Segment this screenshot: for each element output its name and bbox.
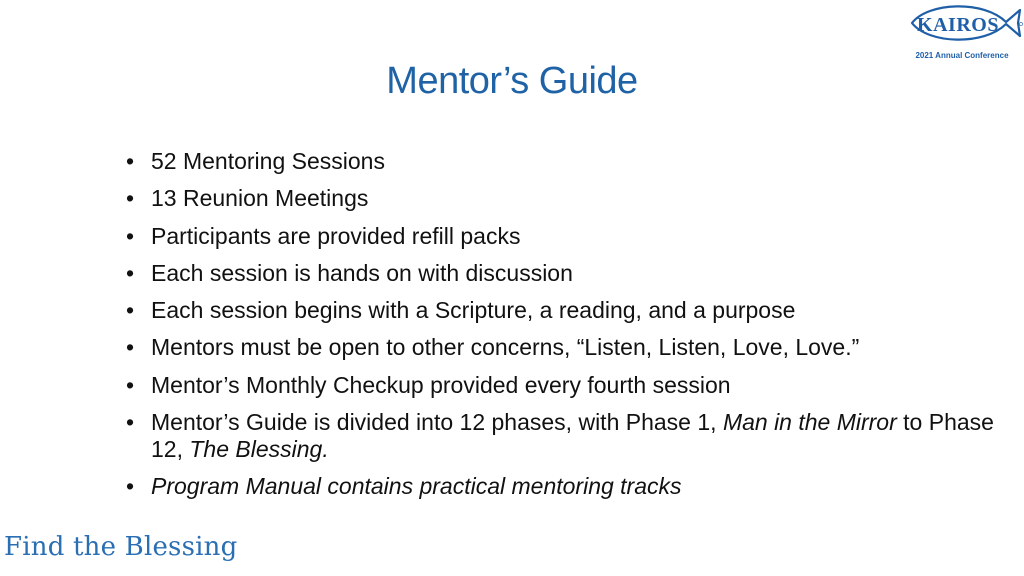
list-item: [126, 372, 1006, 399]
bullet-dot: •: [126, 222, 135, 249]
bullet-list: [126, 148, 1006, 511]
list-item: [126, 223, 1006, 250]
bullet-dot: •: [126, 473, 135, 500]
list-item: [126, 260, 1006, 287]
list-item: [126, 473, 1006, 500]
list-item: [126, 185, 1006, 212]
bullet-text: Each session begins with a Scripture, a reading, and a purpose: [151, 297, 796, 324]
bullet-text-phases: [151, 409, 994, 462]
bullet-dot: •: [126, 185, 135, 212]
bullet-text: Participants are provided refill packs: [151, 222, 521, 249]
bullet-text: Mentor’s Monthly Checkup provided every fourth session: [151, 371, 731, 398]
phase12-name: The Blessing.: [189, 436, 329, 463]
conference-label: 2021 Annual Conference: [915, 51, 1009, 60]
bullet-text: Program Manual contains practical mentoring tracks: [151, 473, 682, 500]
bullet-text: 13 Reunion Meetings: [151, 185, 369, 212]
list-item: [126, 334, 1006, 361]
list-item: [126, 148, 1006, 175]
bullet-text: Mentors must be open to other concerns, “Listen, Listen, Love, Love.”: [151, 334, 860, 361]
footer-tagline: Find the Blessing: [4, 532, 238, 562]
bullet-dot: •: [126, 334, 135, 361]
logo-text: KAIROS: [917, 14, 999, 36]
list-item: [126, 409, 1006, 463]
bullet-text: 52 Mentoring Sessions: [151, 148, 385, 174]
kairos-logo-icon: [906, 0, 1024, 50]
bullet-dot: •: [126, 259, 135, 286]
bullet-text: Each session is hands on with discussion: [151, 259, 573, 286]
list-item: [126, 297, 1006, 324]
bullet-dot: •: [126, 297, 135, 324]
phases-middle: to Phase 12,: [151, 409, 994, 463]
slide-title: Mentor’s Guide: [386, 60, 638, 102]
bullet-dot: •: [126, 148, 135, 174]
phases-prefix: Mentor’s Guide is divided into 12 phases, with Phase 1,: [151, 409, 723, 436]
bullet-dot: •: [126, 409, 135, 436]
phase1-name: Man in the Mirror: [722, 409, 897, 436]
bullet-dot: •: [126, 371, 135, 398]
